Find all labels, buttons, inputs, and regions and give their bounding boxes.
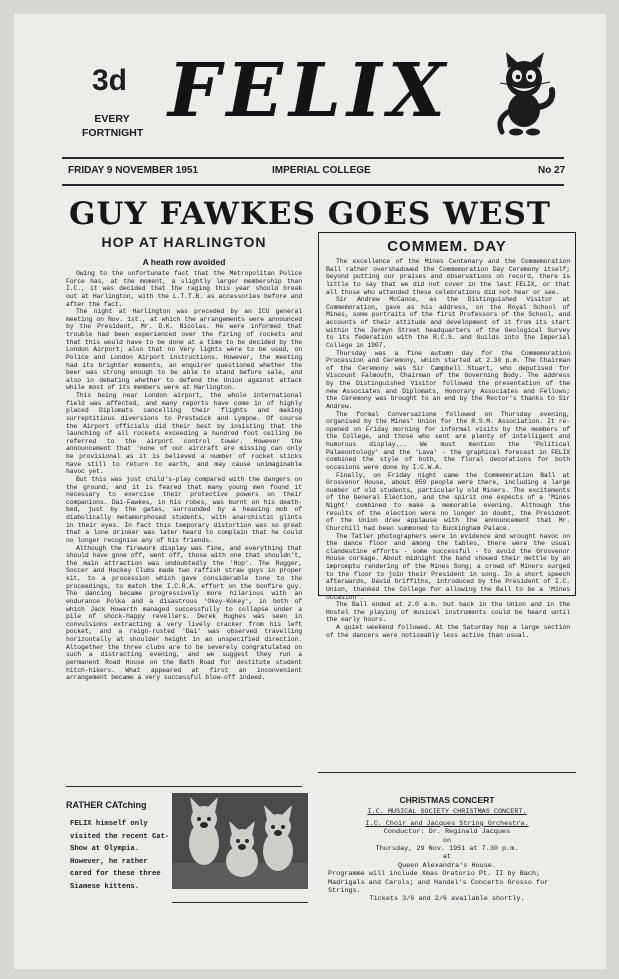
issue-number: No 27 [538,165,566,176]
concert-performers: I.C. Choir and Jacques String Orchestra. [365,819,529,828]
concert-tickets: Tickets 3/6 and 2/6 available shortly. [369,895,525,904]
left-column-rule [66,786,302,787]
commem-paragraph: Finally, on Friday night came the Commemoration Ball at Grosvenor House, about 850 people were there, including a large number of old students, particularly old Miners. The excitements of the General Election, and the spirit one expects of a 'Mines Night' combined to make a memorable evening. Although the results of the election were no longer in doubt, the President of the Union drew applause with the announcement that Mr. Churchill had been summoned to Buckingham Palace. [326,471,570,532]
dateline [66,165,566,179]
felix-logo: FELIX [168,48,452,134]
issue-date: FRIDAY 9 NOVEMBER 1951 [68,165,199,176]
left-article [66,234,302,682]
frequency [82,112,142,140]
commem-paragraph: The Ball ended at 2.0 a.m. but back in the Union and in the Hostel the playing of musical instruments could be heard until the early hours. [326,601,570,624]
hop-paragraph: But this was just child's-play compared with the dangers on the ground, and it is feared that many young men found it necessary to exercise their protective powers on their companions. Dai-Fawkes, in his robes, was burnt on his death-bed, just by the gates, surrounded by a heaving mob of diabolically metamorphosed students, with anarchistic glints in their eyes. In fact this temporary distortion was so great that a lone drinker was later heard to complain that he could no longer recognise any of his friends. [66,475,302,544]
masthead-rule-top [62,157,564,159]
concert-at: at [442,853,452,862]
hop-body [66,270,302,682]
commem-paragraph: The formal Conversazione followed on Thursday evening, organised by the Mines' Union for the R.S.M. Association. It re-opened on Friday morning for informal visits by the members of the College, and those who sent are plenty of intelligent and humorous display... We must mention the 'Political Palaeontology' and the 'Lava' - the graphical forecast in FELIX combined the style of both, the floral decorations for both occasions were done by I.C.W.A. [326,410,570,471]
college-name: IMPERIAL COLLEGE [272,165,371,176]
siamese-kittens-photo [172,793,308,889]
hop-at-harlington-heading: HOP AT HARLINGTON [101,234,267,250]
concert-date: Thursday, 29 Nov. 1951 at 7.30 p.m. [375,845,519,854]
hop-paragraph: This being near London airport, the whole international field was affected, and many reports have come in of highly placed Diplomats cancelling their flights and making surreptitious diversions to Prestwick and Lympne. Of course the Airport officials did their best by insisting that the launching of all rockets exceeding a hundred foot ceiling be referred to the airport control tower. However the announcement that 'none of our aircraft are missing can only be provisional as it is believed a number of rocket sticks have still to return to earth, and may cause unimaginable havoc yet. [66,392,302,476]
commem-body [326,258,570,639]
christmas-concert [318,796,576,904]
commem-day-heading: COMMEM. DAY [387,238,507,255]
right-column-rule [318,772,576,773]
masthead-rule-bottom [62,184,564,186]
christmas-concert-title: CHRISTMAS CONCERT [399,795,495,805]
frequency-line-2: FORTNIGHT [82,127,144,139]
concert-conductor: Conductor: Dr. Reginald Jacques [383,828,511,837]
concert-programme: Programme will include Xmas Oratorio Pt. II by Bach; Madrigals and Carols; and Handel's Concerto Grosso for Strings. [328,870,549,896]
commem-paragraph: A quiet weekend followed. At the Saturday hop a large section of the dancers were noticeably less active than usual. [326,624,570,639]
commem-paragraph: The excellence of the Mines Centenary and the Commemoration Ball rather overshadowed the Commemoration Day Ceremony itself; beyond putting our praises and observations on record, there is little to say that we did not cover in the last FELIX, or that all those who attended these celebrations did not hear or see. [326,258,570,296]
main-headline: GUY FAWKES GOES WEST [69,196,551,232]
rather-catching-text: FELIX himself only visited the recent Cat-Show at Olympia. However, he rather cared for these three Siamese kittens. [70,820,170,891]
hop-paragraph: Although the firework display was fine, and everything that should have gone off, went off, those with one that shouldn't, the main attraction was undoubtedly the 'Hop'. The Rugger, Soccer and Hockey Clubs made two raffish straw guys in proper kit, to a procession which gave considerable tone to the proceedings, to match the I.C.R.A. effort on the bonfire guy. The dancing became progressively more hilarious with an endurance Polka and a disastrous 'Okey-Kokey', in both of which Jack Howarth managed successfully to collapse under a pile of shock-happy revellers. Derek Hughes was seen in convulsions extracting a very lively cracker from his left pocket, and a reign-rusted 'Dai' was observed travelling horizontally at shoulder height in an unspecified direction. Altogether the three clubs are to be severely congratulated on such a distracting evening, and we suggest they run a permanent Road House on the Bath Road for destitute student hitch-hikers. What appeared at first an inconvenient arrangement became a very successful blow-off indeed. [66,544,302,682]
concert-on: on [442,836,452,845]
commem-paragraph: The Tatler photographers were in evidence and wrought havoc on the dance floor and among the tables, there were the usual clandestine efforts - some successful - to avoid the Grosvenor House corkage. About midnight the band showed their mettle by an impromptu rendering of the Mines Song; a crowd of Miners surged to the floor to join their President in song. In a short speech afterwards, David Griffiths, introduced by the President of I.C. Union, thanked the College for allowing the Ball to be a 'Mines occasion'. [326,532,570,601]
concert-venue: Queen Alexandra's House. [398,861,496,870]
commem-paragraph: Sir Andrew McCance, as the Distinguished Visitor at Commemoration, gave as his address, on the Royal School of Mines, some portraits of the first Professors of the School, and accounts of their attitude and development of it from its start within the Jermyn Street headquarters of the Geological Survey to its federation with the R.C.S. and Guilds into the Imperial College in 1907. [326,296,570,349]
commem-paragraph: Thursday was a fine autumn day for the Commemoration Procession and Ceremony, which started at 2.30 p.m. The Chairman of the Ceremony was Sir Campbell Stuart, who deputised for Viscount Falmouth, Chairman of the Governing Body. The address by the Distinguished Visitor followed the presentation of the new Associates and Diplomats, Honorary Associates and Fellows; the Ceremony was brought to an end by the Rector's thanks to Sir Andrew. [326,349,570,410]
rather-catching-heading: RATHER CATching [66,800,147,810]
cat-mascot-icon [494,52,558,138]
concert-society: I.C. MUSICAL SOCIETY CHRISTMAS CONCERT. [367,808,527,817]
price: 3d [92,64,128,97]
frequency-line-1: EVERY [94,113,130,125]
hop-paragraph: Owing to the unfortunate fact that the Metropolitan Police Force has, at the moment, a slightly larger membership than I.C., it was decided that the raging this year should break out at Harlington, with the L.T.T.B. as accessories before and after the fact. [66,270,302,308]
hop-subheading: A heath row avoided [142,257,226,267]
hop-paragraph: The night at Harlington was preceded by an ICU general meeting on Nov. 1st., at which the arrangements were announced by the President, Mr. D.K. Nicolas. He were informed that trouble had been experienced over the firing of rockets and that this would have to be done at a time to be decided by the London Airport; also that no Very lights were to be used, on Police and London Airport instructions. However, the meeting had its brighter moments, an enquirer questioned whether the beer was strong enough to be able to stand before sale, and also in debating whether to defend the Union against attack while most of its members were at Harlington. [66,308,302,392]
photo-rule [172,902,308,903]
